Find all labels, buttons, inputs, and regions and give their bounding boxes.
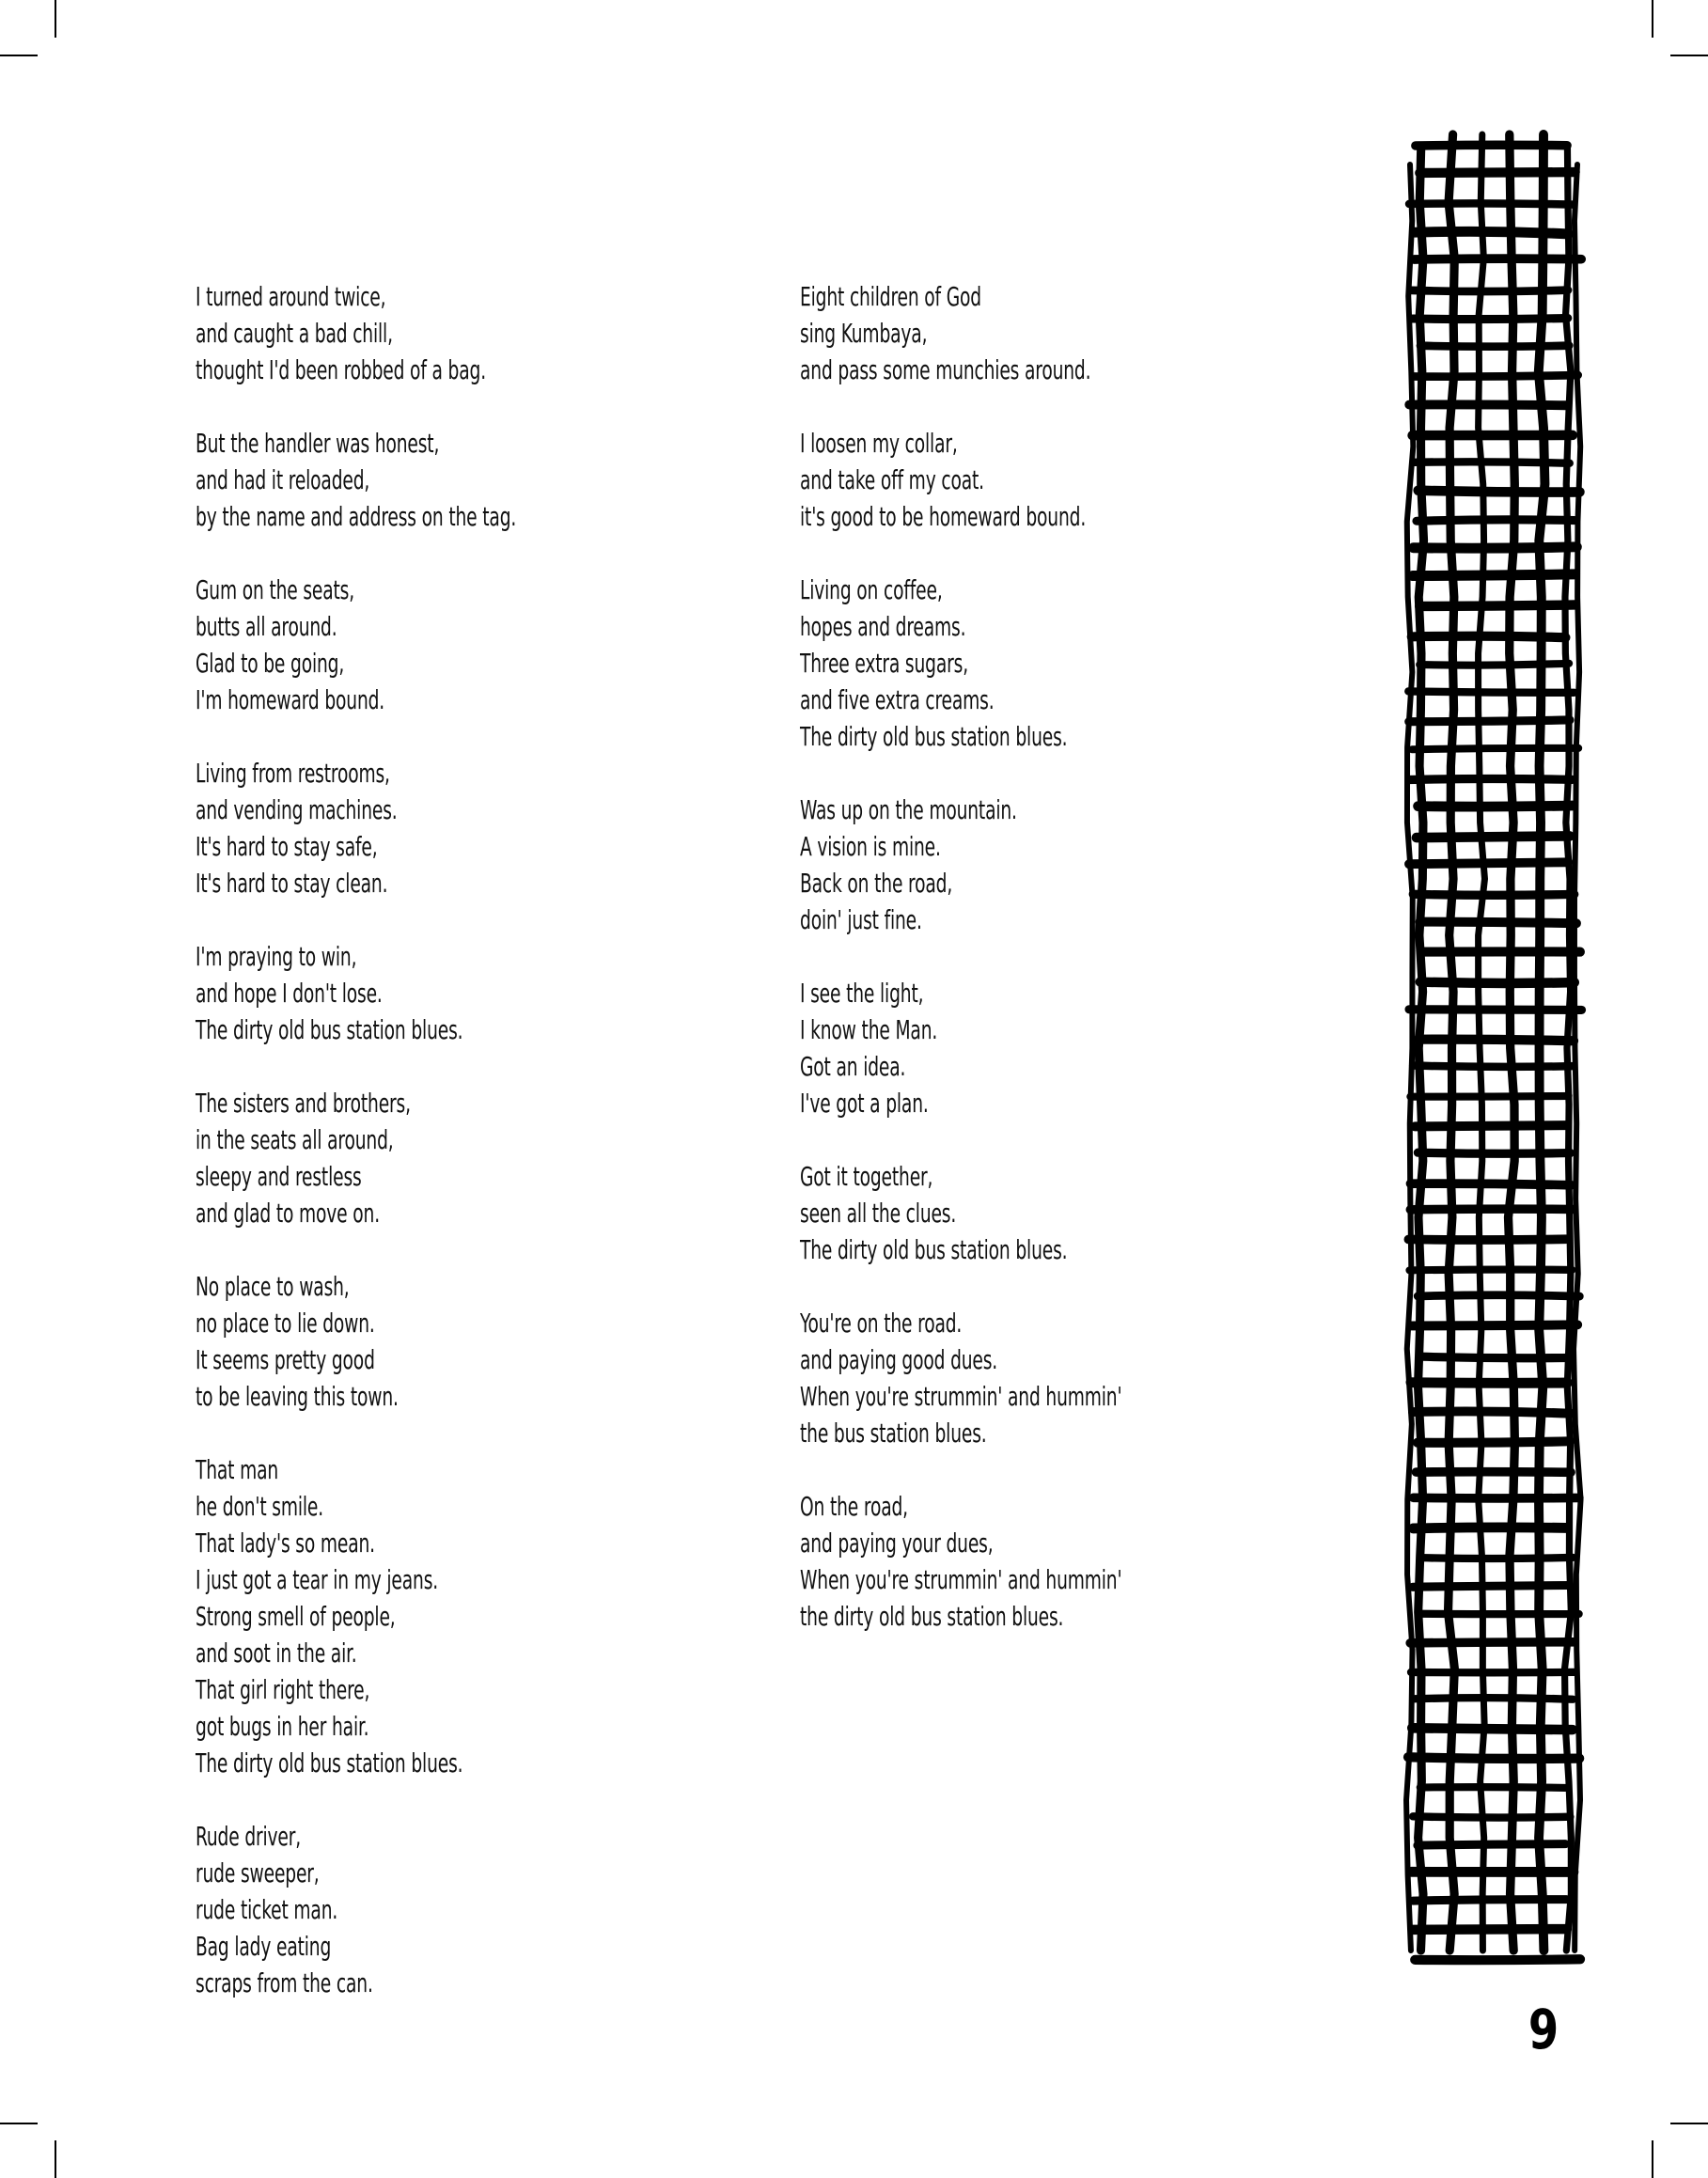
lyric-line: no place to lie down. (196, 1308, 375, 1339)
lyric-line: Was up on the mountain. (800, 794, 1017, 825)
lyric-line: and pass some munchies around. (800, 354, 1091, 385)
lyric-line: It's hard to stay clean. (196, 868, 388, 899)
lyric-line: I'm praying to win, (196, 941, 357, 972)
crop-mark-bottom-left-h (0, 2123, 38, 2124)
lyric-line: and take off my coat. (800, 464, 984, 495)
lyric-line: thought I'd been robbed of a bag. (196, 354, 486, 385)
lyric-line: But the handler was honest, (196, 428, 440, 459)
lyric-line: I loosen my collar, (800, 428, 958, 459)
lyric-line: scraps from the can. (196, 1967, 373, 1998)
crop-mark-bottom-right-v (1652, 2140, 1653, 2178)
stanza (196, 278, 516, 388)
lyric-line: When you're strummin' and hummin' (800, 1564, 1122, 1595)
stanza (800, 791, 1121, 938)
lyric-line: by the name and address on the tag. (196, 501, 517, 532)
lyric-line: hopes and dreams. (800, 611, 966, 642)
lyric-line: Back on the road, (800, 868, 953, 899)
lyric-line: Living on coffee, (800, 574, 943, 605)
lyric-line: butts all around. (196, 611, 337, 642)
stanza (196, 425, 516, 535)
lyric-line: doin' just fine. (800, 904, 922, 935)
stanza (800, 975, 1121, 1121)
lyric-line: and vending machines. (196, 794, 398, 825)
lyrics-left-column (196, 278, 516, 2038)
stanza (800, 425, 1121, 535)
lyric-line: and caught a bad chill, (196, 318, 393, 349)
stanza (800, 1305, 1121, 1451)
lyric-line: That man (196, 1454, 279, 1485)
stanza (800, 1158, 1121, 1268)
lyric-line: Got an idea. (800, 1051, 906, 1082)
lyric-line: seen all the clues. (800, 1198, 957, 1229)
stanza (800, 278, 1121, 388)
lyric-line: When you're strummin' and hummin' (800, 1381, 1122, 1412)
lyric-line: It's hard to stay safe, (196, 831, 378, 862)
lyric-line: and hope I don't lose. (196, 978, 383, 1009)
lyric-line: and five extra creams. (800, 684, 995, 715)
lyric-line: the bus station blues. (800, 1418, 987, 1449)
lyric-line: and paying your dues, (800, 1528, 994, 1559)
lyric-line: Eight children of God (800, 281, 981, 312)
lyric-line: in the seats all around, (196, 1124, 394, 1155)
crop-mark-bottom-left-v (55, 2140, 56, 2178)
lyric-line: to be leaving this town. (196, 1381, 399, 1412)
lyric-line: Glad to be going, (196, 648, 345, 679)
lyric-line: You're on the road. (800, 1308, 963, 1339)
lyric-line: I turned around twice, (196, 281, 386, 312)
lyric-line: and had it reloaded, (196, 464, 370, 495)
lyric-line: No place to wash, (196, 1271, 350, 1302)
page-number: 9 (1528, 1998, 1559, 2061)
lyric-line: A vision is mine. (800, 831, 941, 862)
stanza (196, 1451, 516, 1781)
lyric-line: Strong smell of people, (196, 1601, 396, 1632)
crop-mark-top-left-h (0, 55, 38, 56)
lyric-line: Rude driver, (196, 1821, 302, 1852)
lyric-line: That girl right there, (196, 1674, 370, 1705)
lyric-line: The dirty old bus station blues. (196, 1747, 463, 1778)
lyric-line: I know the Man. (800, 1014, 938, 1045)
lyric-line: Bag lady eating (196, 1931, 332, 1962)
lyric-line: and paying good dues. (800, 1344, 998, 1375)
lyric-line: got bugs in her hair. (196, 1711, 369, 1742)
hand-drawn-grid-decoration (1401, 122, 1589, 1974)
lyric-line: rude sweeper, (196, 1857, 320, 1888)
lyric-line: rude ticket man. (196, 1894, 338, 1925)
lyric-line: I just got a tear in my jeans. (196, 1564, 439, 1595)
stanza (196, 938, 516, 1048)
lyrics-right-column (800, 278, 1121, 1671)
stanza (196, 755, 516, 901)
crop-mark-top-left-v (55, 0, 56, 38)
lyric-line: The dirty old bus station blues. (196, 1014, 463, 1045)
lyric-line: I see the light, (800, 978, 924, 1009)
stanza (196, 1085, 516, 1231)
crop-mark-top-right-v (1652, 0, 1653, 38)
lyric-line: the dirty old bus station blues. (800, 1601, 1064, 1632)
lyric-line: sleepy and restless (196, 1161, 362, 1192)
lyric-line: It seems pretty good (196, 1344, 375, 1375)
lyric-line: The sisters and brothers, (196, 1088, 411, 1119)
stanza (800, 572, 1121, 755)
lyric-line: That lady's so mean. (196, 1528, 375, 1559)
crop-mark-top-right-h (1670, 55, 1708, 56)
stanza (800, 1488, 1121, 1635)
stanza (196, 572, 516, 718)
lyric-line: I've got a plan. (800, 1088, 929, 1119)
crop-mark-bottom-right-h (1670, 2123, 1708, 2124)
lyric-line: he don't smile. (196, 1491, 324, 1522)
lyric-line: sing Kumbaya, (800, 318, 928, 349)
lyric-line: On the road, (800, 1491, 908, 1522)
lyric-line: The dirty old bus station blues. (800, 721, 1068, 752)
stanza (196, 1818, 516, 2001)
lyric-line: Got it together, (800, 1161, 933, 1192)
lyric-line: Three extra sugars, (800, 648, 968, 679)
lyric-line: I'm homeward bound. (196, 684, 385, 715)
lyric-line: Gum on the seats, (196, 574, 355, 605)
lyric-line: and glad to move on. (196, 1198, 380, 1229)
lyric-line: and soot in the air. (196, 1637, 357, 1669)
lyric-line: Living from restrooms, (196, 758, 390, 789)
stanza (196, 1268, 516, 1415)
lyric-line: it's good to be homeward bound. (800, 501, 1087, 532)
lyric-line: The dirty old bus station blues. (800, 1234, 1068, 1265)
